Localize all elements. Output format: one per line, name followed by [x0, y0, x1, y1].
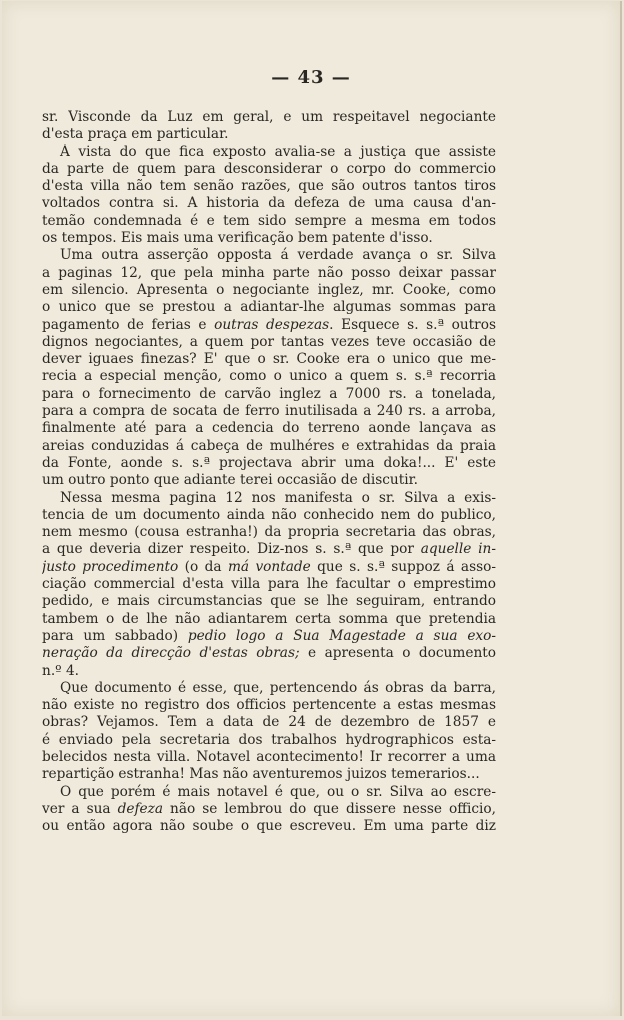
text-line: um outro ponto que adiante terei occasião de discutir. [42, 472, 418, 489]
text-line: ciação commercial d'esta villa para lhe facultar o emprestimo [42, 576, 496, 593]
text-line: em silencio. Apresenta o negociante inglez, mr. Cooke, como [42, 281, 496, 298]
text-line: para o fornecimento de carvão inglez a 7000 rs. a tonelada, [42, 385, 496, 402]
text-line: tambem o de lhe não adiantarem certa somma que pretendia [42, 610, 496, 627]
text-line: é enviado pela secretaria dos trabalhos hydrographicos esta- [42, 731, 496, 748]
text-line: não existe no registro dos officios pertencente a estas mesmas [42, 697, 496, 714]
text-line: nem mesmo (cousa estranha!) da propria secretaria das obras, [42, 524, 496, 541]
text-line: ou então agora não soube o que escreveu. Em uma parte diz [42, 818, 496, 835]
text-line: obras? Vejamos. Tem a data de 24 de dezembro de 1857 e [42, 714, 496, 731]
text-line: finalmente até para a cedencia do terreno aonde lançava as [42, 420, 496, 437]
body-text [42, 109, 496, 835]
document-page [2, 1, 622, 1016]
text-line: para a compra de socata de ferro inutilisada a 240 rs. a arroba, [42, 403, 496, 420]
text-line: pagamento de ferias e outras despezas. Esquece s. s.ª outros [42, 316, 496, 333]
text-line: areias conduzidas á cabeça de mulhéres e extrahidas da praia [42, 437, 496, 454]
text-line: a que deveria dizer respeito. Diz-nos s. s.ª que por aquelle in- [42, 541, 496, 558]
page-number: — 43 — [271, 67, 351, 88]
text-line: neração da direcção d'estas obras; e apresenta o documento [42, 645, 496, 662]
text-line: Que documento é esse, que, pertencendo ás obras da barra, [60, 679, 496, 696]
text-line: Uma outra asserção opposta á verdade avança o sr. Silva [60, 247, 496, 264]
text-line: d'esta villa não tem senão razões, que são outros tantos tiros [42, 178, 496, 195]
text-line: sr. Visconde da Luz em geral, e um respeitavel negociante [42, 109, 496, 125]
text-line: n.º 4. [42, 662, 80, 679]
text-line: ver a sua defeza não se lembrou do que dissere nesse officio, [42, 800, 496, 817]
text-line: os tempos. Eis mais uma verificação bem patente d'isso. [42, 230, 433, 247]
text-line: repartição estranha! Mas não aventuremos juizos temerarios... [42, 766, 480, 783]
text-line: o unico que se prestou a adiantar-lhe algumas sommas para [42, 299, 496, 316]
text-line: para um sabbado) pedio logo a Sua Magestade a sua exo- [42, 627, 496, 644]
text-line: À vista do que fica exposto avalia-se a justiça que assiste [60, 143, 496, 160]
text-line: da Fonte, aonde s. s.ª projectava abrir uma doka!... E' este [42, 454, 496, 471]
text-line: a paginas 12, que pela minha parte não posso deixar passar [42, 264, 496, 281]
text-line: O que porém é mais notavel é que, ou o sr. Silva ao escre- [60, 783, 496, 800]
text-line: voltados contra si. A historia da defeza de uma causa d'an- [42, 195, 496, 212]
text-line: recia a especial menção, como o unico a quem s. s.ª recorria [42, 368, 496, 385]
text-line: Nessa mesma pagina 12 nos manifesta o sr. Silva a exis- [60, 489, 496, 506]
text-line: justo procedimento (o da má vontade que s. s.ª suppoz á asso- [42, 558, 496, 575]
text-line: temão condemnada é e tem sido sempre a mesma em todos [42, 212, 496, 229]
text-line: tencia de um documento ainda não conhecido nem do publico, [42, 506, 496, 523]
text-line: d'esta praça em particular. [42, 126, 229, 143]
text-line: pedido, e mais circumstancias que se lhe seguiram, entrando [42, 593, 496, 610]
text-line: belecidos nesta villa. Notavel acontecimento! Ir recorrer a uma [42, 748, 496, 765]
text-line: dignos negociantes, a quem por tantas vezes teve occasião de [42, 333, 496, 350]
text-line: da parte de quem para desconsiderar o corpo do commercio [42, 160, 496, 177]
text-line: dever iguaes finezas? E' que o sr. Cooke era o unico que me- [42, 351, 496, 368]
